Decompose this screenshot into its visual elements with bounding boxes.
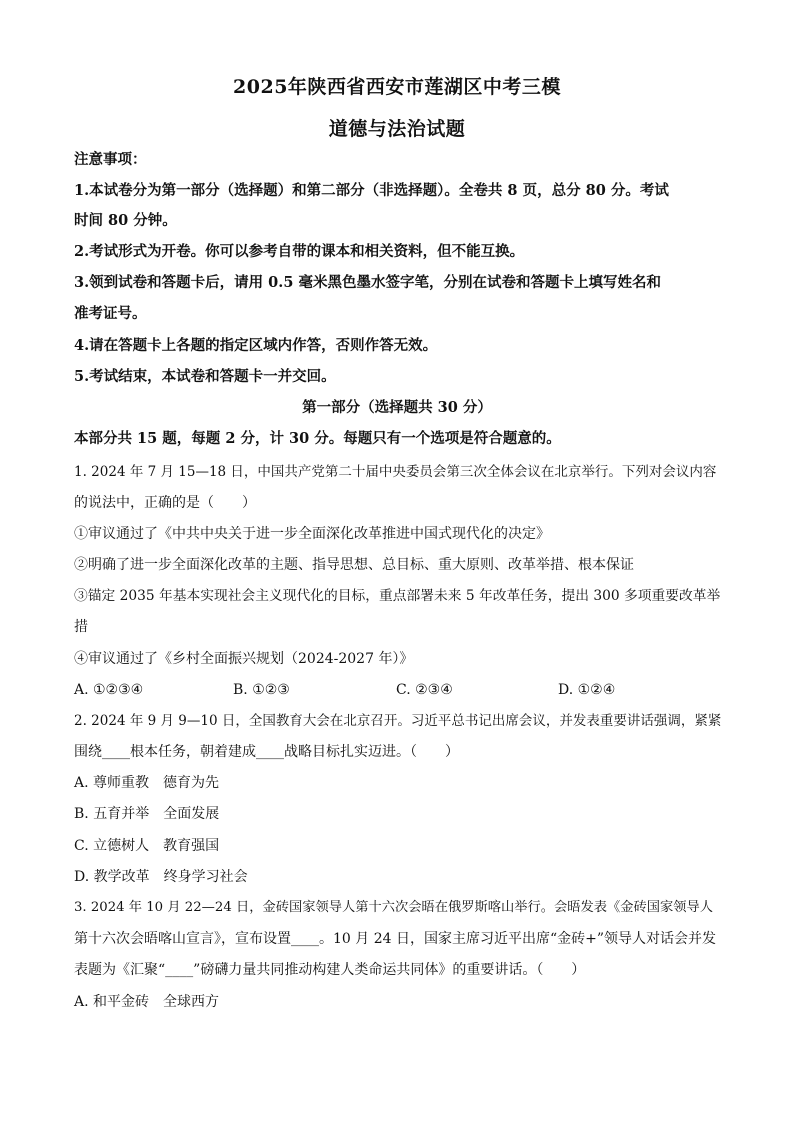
q2-stem-line-1: 2. 2024 年 9 月 9—10 日，全国教育大会在北京召开。习近平总书记出席会议，并发表重要讲话强调，紧紧 xyxy=(74,713,722,729)
q2-stem-line-2: 围绕____根本任务，朝着建成____战略目标扎实迈进。（ ） xyxy=(74,744,459,760)
notice-item-1-line-2: 时间 80 分钟。 xyxy=(74,212,177,229)
notice-item-3-line-1: 3.领到试卷和答题卡后，请用 0.5 毫米黑色墨水签字笔，分别在试卷和答题卡上填写姓名和 xyxy=(74,274,661,291)
q3-stem-line-2: 第十六次会晤喀山宣言》，宣布设置____。10 月 24 日，国家主席习近平出席“金砖+”领导人对话会并发 xyxy=(74,931,717,947)
notice-item-3-line-2: 准考证号。 xyxy=(74,305,147,322)
q2-option-b: B. 五育并举 全面发展 xyxy=(74,806,220,822)
q1-statement-1: ①审议通过了《中共中央关于进一步全面深化改革推进中国式现代化的决定》 xyxy=(74,526,550,542)
notice-item-1-line-1: 1.本试卷分为第一部分（选择题）和第二部分（非选择题）。全卷共 8 页，总分 80 分。考试 xyxy=(74,182,669,199)
q1-option-b: B. ①②③ xyxy=(233,682,290,698)
q3-stem-line-1: 3. 2024 年 10 月 22—24 日，金砖国家领导人第十六次会晤在俄罗斯喀山举行。会晤发表《金砖国家领导人 xyxy=(74,900,713,915)
notice-item-5: 5.考试结束，本试卷和答题卡一并交回。 xyxy=(74,368,336,385)
q1-statement-2: ②明确了进一步全面深化改革的主题、指导思想、总目标、重大原则、改革举措、根本保证 xyxy=(74,557,634,573)
exam-title: 2025年陕西省西安市莲湖区中考三模 xyxy=(233,76,561,98)
q2-option-a: A. 尊师重教 德育为先 xyxy=(74,775,220,791)
q3-option-a: A. 和平金砖 全球西方 xyxy=(74,994,220,1010)
notice-item-4: 4.请在答题卡上各题的指定区域内作答，否则作答无效。 xyxy=(74,337,438,354)
q3-stem-line-3: 表题为《汇聚“____”磅礴力量共同推动构建人类命运共同体》的重要讲话。（ ） xyxy=(74,962,586,978)
part-one-heading: 第一部分（选择题共 30 分） xyxy=(302,399,492,416)
q1-stem-line-2: 的说法中，正确的是（ ） xyxy=(74,495,256,511)
notice-item-2: 2.考试形式为开卷。你可以参考自带的课本和相关资料，但不能互换。 xyxy=(74,243,525,260)
exam-subtitle: 道德与法治试题 xyxy=(328,118,466,140)
q2-option-d: D. 教学改革 终身学习社会 xyxy=(74,869,248,885)
q1-option-c: C. ②③④ xyxy=(396,682,453,698)
q1-statement-3-line-2: 措 xyxy=(74,619,88,635)
q1-statement-4: ④审议通过了《乡村全面振兴规划（2024-2027 年）》 xyxy=(74,651,414,667)
q1-option-d: D. ①②④ xyxy=(558,682,616,698)
part-one-instruction: 本部分共 15 题，每题 2 分，计 30 分。每题只有一个选项是符合题意的。 xyxy=(74,430,561,447)
notice-heading: 注意事项： xyxy=(74,151,147,168)
q1-stem-line-1: 1. 2024 年 7 月 15—18 日，中国共产党第二十届中央委员会第三次全体会议在北京举行。下列对会议内容 xyxy=(74,464,717,480)
q1-statement-3-line-1: ③锚定 2035 年基本实现社会主义现代化的目标，重点部署未来 5 年改革任务，提出 300 多项重要改革举 xyxy=(74,588,721,604)
q1-option-a: A. ①②③④ xyxy=(74,682,144,698)
q2-option-c: C. 立德树人 教育强国 xyxy=(74,838,220,854)
